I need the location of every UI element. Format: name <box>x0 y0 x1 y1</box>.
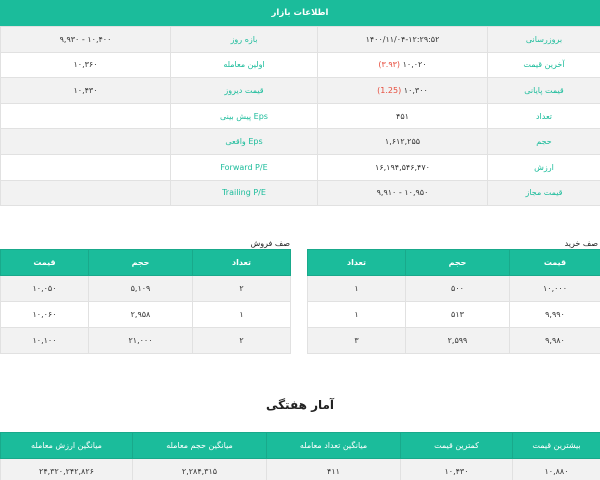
market-info-panel <box>0 0 600 206</box>
sell-row <box>1 302 291 328</box>
market-label: اولین معامله <box>171 52 318 78</box>
sell-cell: ۱۰,۱۰۰ <box>1 328 89 354</box>
market-label: ارزش <box>488 154 600 180</box>
sell-row <box>1 328 291 354</box>
sell-cell: ۱۰,۰۵۰ <box>1 276 89 302</box>
price-change: (۳.۹۳) <box>378 60 401 70</box>
weekly-value: ۱۰,۸۸۰ <box>513 459 600 480</box>
price-change: (1.25) <box>377 85 402 95</box>
sell-cell: ۲ <box>193 328 291 354</box>
buy-cell: ۱ <box>308 276 406 302</box>
buy-cell: ۹,۹۸۰ <box>510 328 600 354</box>
weekly-col-header: کمترین قیمت <box>401 433 513 459</box>
buy-queue-table <box>307 249 600 354</box>
market-row <box>1 27 600 53</box>
market-value-number: ۱۰,۳۰۰ <box>403 85 428 95</box>
market-value <box>1 154 171 180</box>
market-value <box>1 103 171 129</box>
weekly-value: ۱۰,۴۳۰ <box>401 459 513 480</box>
weekly-stats-title: آمار هفتگی <box>265 398 335 412</box>
weekly-stats-table <box>0 432 600 480</box>
buy-col-header: قیمت <box>510 250 600 276</box>
weekly-col-header: بیشترین قیمت <box>513 433 600 459</box>
market-value <box>318 78 488 104</box>
market-row <box>1 129 600 155</box>
buy-row <box>308 276 600 302</box>
market-row <box>1 103 600 129</box>
buy-cell: ۱ <box>308 302 406 328</box>
buy-cell: ۵۱۳ <box>406 302 510 328</box>
market-info-table <box>0 26 600 206</box>
sell-col-header: قیمت <box>1 250 89 276</box>
market-value: ۱,۶۱۲,۲۵۵ <box>318 129 488 155</box>
sell-cell: ۱۰,۰۶۰ <box>1 302 89 328</box>
market-label: قیمت مجاز <box>488 180 600 206</box>
market-value <box>1 180 171 206</box>
market-label: حجم <box>488 129 600 155</box>
sell-cell: ۲ <box>193 276 291 302</box>
market-value: ۱۴۰۰/۱۱/۰۴-۱۲:۲۹:۵۲ <box>318 27 488 53</box>
market-value <box>318 52 488 78</box>
buy-col-header: حجم <box>406 250 510 276</box>
sell-queue-caption: صف فروش <box>250 239 290 248</box>
market-label: بازه روز <box>171 27 318 53</box>
weekly-col-header: میانگین ارزش معامله <box>1 433 133 459</box>
market-label: Eps واقعی <box>171 129 318 155</box>
weekly-value: ۲,۲۸۴,۳۱۵ <box>133 459 267 480</box>
sell-cell: ۵,۱۰۹ <box>89 276 193 302</box>
market-value: ۱۶,۱۹۴,۵۴۶,۴۷۰ <box>318 154 488 180</box>
weekly-value: ۲۴,۳۲۰,۲۴۲,۸۲۶ <box>1 459 133 480</box>
market-label: قیمت پایانی <box>488 78 600 104</box>
market-value: ۱۰,۴۳۰ <box>1 78 171 104</box>
weekly-col-header: میانگین حجم معامله <box>133 433 267 459</box>
market-value: ۱۰,۹۵۰ - ۹,۹۱۰ <box>318 180 488 206</box>
market-value <box>1 129 171 155</box>
sell-col-header: حجم <box>89 250 193 276</box>
market-row <box>1 180 600 206</box>
buy-row <box>308 302 600 328</box>
sell-cell: ۲,۹۵۸ <box>89 302 193 328</box>
market-value: ۱۰,۴۰۰ - ۹,۹۳۰ <box>1 27 171 53</box>
market-row <box>1 78 600 104</box>
market-value: ۴۵۱ <box>318 103 488 129</box>
market-label: Trailing P/E <box>171 180 318 206</box>
buy-cell: ۱۰,۰۰۰ <box>510 276 600 302</box>
buy-cell: ۵۰۰ <box>406 276 510 302</box>
sell-cell: ۲۱,۰۰۰ <box>89 328 193 354</box>
market-label: قیمت دیروز <box>171 78 318 104</box>
sell-queue-table <box>0 249 291 354</box>
market-label: بروزرسانی <box>488 27 600 53</box>
market-row <box>1 52 600 78</box>
market-label: Eps پیش بینی <box>171 103 318 129</box>
buy-col-header: تعداد <box>308 250 406 276</box>
weekly-col-header: میانگین تعداد معامله <box>267 433 401 459</box>
buy-cell: ۳ <box>308 328 406 354</box>
market-label: تعداد <box>488 103 600 129</box>
market-row <box>1 154 600 180</box>
market-label: Forward P/E <box>171 154 318 180</box>
market-label: آخرین قیمت <box>488 52 600 78</box>
buy-queue-caption: صف خرید <box>564 239 598 248</box>
buy-cell: ۹,۹۹۰ <box>510 302 600 328</box>
buy-row <box>308 328 600 354</box>
market-value: ۱۰,۳۶۰ <box>1 52 171 78</box>
buy-cell: ۲,۵۹۹ <box>406 328 510 354</box>
sell-row <box>1 276 291 302</box>
sell-cell: ۱ <box>193 302 291 328</box>
market-value-number: ۱۰,۰۲۰ <box>402 60 427 70</box>
weekly-value: ۴۱۱ <box>267 459 401 480</box>
sell-col-header: تعداد <box>193 250 291 276</box>
market-info-title: اطلاعات بازار <box>0 0 600 26</box>
